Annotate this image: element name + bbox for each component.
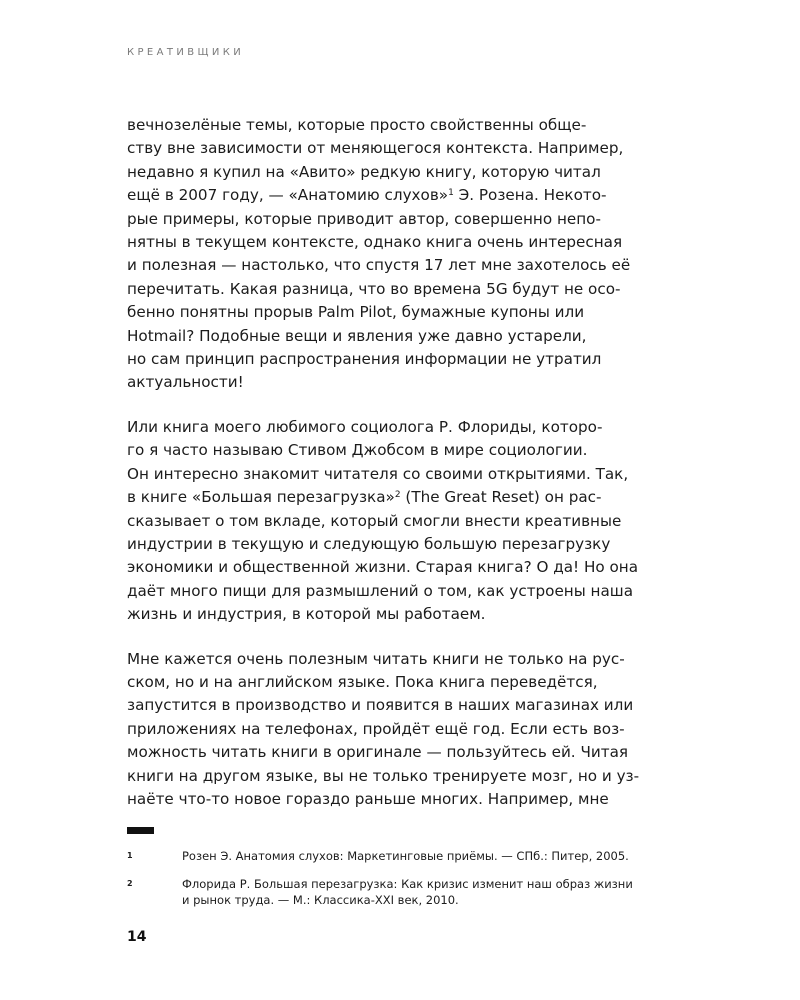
footnote-number: 2 <box>127 879 133 888</box>
text-line: жизнь и индустрия, в которой мы работаем. <box>127 605 486 624</box>
text-line: даёт много пищи для размышлений о том, как устроены наша <box>127 581 634 600</box>
running-head: КРЕАТИВЩИКИ <box>127 47 245 58</box>
footnote-separator <box>127 827 154 834</box>
line-text-before: ещё в 2007 году, — «Анатомию слухов» <box>127 186 449 205</box>
footnote-text <box>182 848 702 864</box>
text-line: Он интересно знакомит читателя со своими открытиями. Так, <box>127 464 629 483</box>
text-line: книги на другом языке, вы не только тренируете мозг, но и уз- <box>127 766 640 785</box>
text-line: недавно я купил на «Авито» редкую книгу, которую читал <box>127 162 601 181</box>
line-text-after: (The Great Reset) он рас- <box>400 488 602 507</box>
text-line: и полезная — настолько, что спустя 17 лет мне захотелось её <box>127 256 631 275</box>
text-line: бенно понятны прорыв Palm Pilot, бумажные купоны или <box>127 303 585 322</box>
paragraph-3 <box>127 648 707 812</box>
footnote-ref-2[interactable]: 2 <box>394 490 401 501</box>
text-line: нятны в текущем контексте, однако книга очень интересная <box>127 233 623 252</box>
text-line: наёте что-то новое гораздо раньше многих. Например, мне <box>127 789 609 808</box>
text-line: Мне кажется очень полезным читать книги не только на рус- <box>127 649 625 668</box>
footnote-text <box>182 876 702 908</box>
text-line: можность читать книги в оригинале — пользуйтесь ей. Читая <box>127 743 629 762</box>
footnote-ref-1[interactable]: 1 <box>448 188 454 199</box>
line-text-after: Э. Розена. Некото- <box>453 186 607 205</box>
text-line: актуальности! <box>127 373 244 392</box>
footnote-line: Флорида Р. Большая перезагрузка: Как кризис изменит наш образ жизни <box>182 877 633 891</box>
text-line: но сам принцип распространения информации не утратил <box>127 350 602 369</box>
text-line: приложениях на телефонах, пройдёт ещё год. Если есть воз- <box>127 719 625 738</box>
text-line: рые примеры, которые приводит автор, совершенно непо- <box>127 209 601 228</box>
text-line: Или книга моего любимого социолога Р. Флориды, которо- <box>127 417 603 436</box>
footnote-line: Розен Э. Анатомия слухов: Маркетинговые приёмы. — СПб.: Питер, 2005. <box>182 849 629 863</box>
text-line: перечитать. Какая разница, что во времена 5G будут не осо- <box>127 279 621 298</box>
paragraph-1 <box>127 114 707 395</box>
text-line: вечнозелёные темы, которые просто свойственны обще- <box>127 116 587 134</box>
line-text-before: в книге «Большая перезагрузка» <box>127 488 395 507</box>
body-text <box>127 114 707 832</box>
text-line: индустрии в текущую и следующую большую перезагрузку <box>127 534 611 553</box>
page-number: 14 <box>127 929 147 945</box>
text-line-with-footnote-ref <box>127 486 707 509</box>
text-line: ском, но и на английском языке. Пока книга переведётся, <box>127 672 598 691</box>
text-line: ству вне зависимости от меняющегося контекста. Например, <box>127 139 624 158</box>
text-line-with-footnote-ref <box>127 184 707 207</box>
text-line: сказывает о том вкладе, который смогли внести креативные <box>127 511 622 530</box>
footnote-line: и рынок труда. — М.: Классика-XXI век, 2010. <box>182 893 459 907</box>
text-line: запустится в производство и появится в наших магазинах или <box>127 696 634 715</box>
text-line: го я часто называю Стивом Джобсом в мире социологии. <box>127 441 588 460</box>
footnote-number: 1 <box>127 851 133 860</box>
paragraph-2 <box>127 416 707 627</box>
text-line: экономики и общественной жизни. Старая книга? О да! Но она <box>127 558 639 577</box>
text-line: Hotmail? Подобные вещи и явления уже давно устарели, <box>127 326 587 345</box>
